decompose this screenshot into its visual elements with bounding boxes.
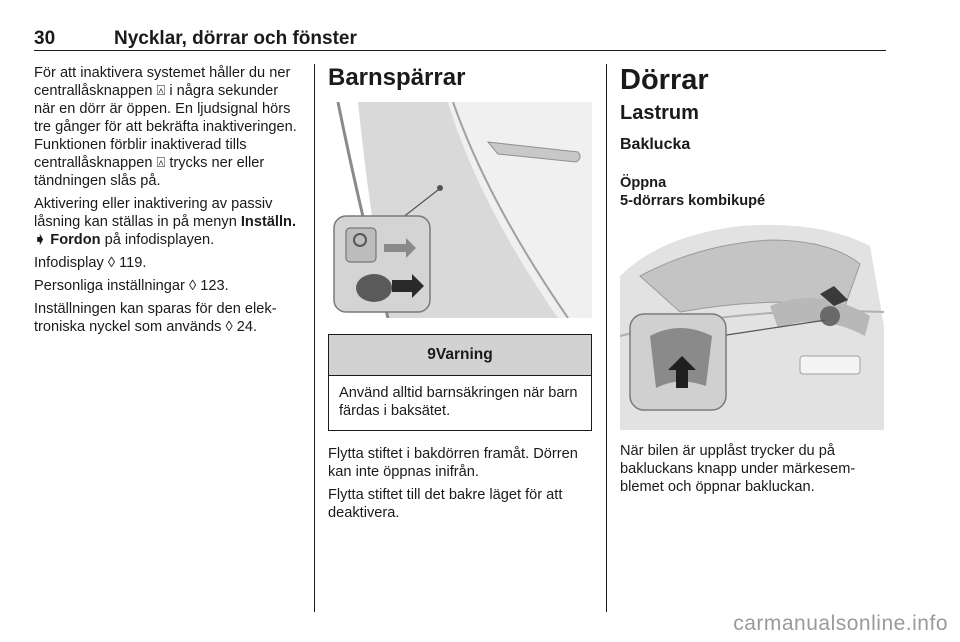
page-ref-icon: ◊	[225, 319, 233, 335]
page-ref: 24.	[236, 319, 258, 335]
page-ref: 119.	[119, 255, 147, 271]
page-number: 30	[34, 28, 56, 49]
column-middle	[328, 64, 592, 527]
heading-doors: Dörrar	[620, 64, 709, 96]
license-plate-shape	[800, 356, 860, 374]
page-ref: 123.	[200, 278, 229, 294]
paragraph-infodisplay-ref: Infodisplay ◊ 119.	[34, 255, 147, 271]
central-lock-icon: ⍓	[156, 83, 166, 99]
paragraph-deactivate: För att inaktivera systemet håller du ner centrallåsknappen ⍓ i några sekunder när en dörr är öppen. En ljudsignal hörs tre gånger för att bekräfta inaktiveringen. Funktionen förblir inaktiverad tills centrallåsknappen ⍓ trycks ner eller tändningen slås på.	[34, 65, 297, 189]
page-ref-icon: ◊	[107, 255, 116, 271]
section-heading-child-locks: Barnspärrar	[328, 64, 466, 91]
lock-lever-shape	[356, 274, 392, 302]
page-header	[34, 28, 886, 51]
central-lock-icon: ⍓	[156, 155, 166, 171]
warning-title: 9Varning	[329, 335, 591, 376]
column-left	[34, 64, 302, 341]
page-ref-icon: ◊	[188, 278, 197, 294]
menu-arrow-icon: ➧	[34, 232, 51, 248]
chapter-title: Nycklar, dörrar och fönster	[114, 28, 357, 49]
menu-path-vehicle: Fordon	[50, 232, 101, 248]
brand-emblem-shape	[820, 306, 840, 326]
warning-text: Använd alltid barnsäkringen när barn färdas i baksätet.	[339, 385, 578, 419]
watermark: carmanualsonline.info	[733, 612, 948, 635]
paragraph-open-tailgate: När bilen är upplåst trycker du på bakluckans knapp under märkesemblemet och öppnar bakluckan.	[620, 443, 856, 495]
column-right	[620, 64, 886, 501]
heading-open: Öppna	[620, 175, 667, 191]
heading-hatchback: 5-dörrars kombikupé	[620, 193, 766, 209]
tailgate-illustration	[620, 216, 884, 430]
paragraph-passive-locking: Aktivering eller inaktivering av passiv låsning kan ställas in på menyn Inställn. ➧ Fordon på infodisplayen.	[34, 196, 297, 248]
paragraph-move-pin: Flytta stiftet i bakdörren framåt. Dörren kan inte öppnas inifrån.	[328, 446, 578, 480]
column-divider	[314, 64, 315, 612]
column-divider	[606, 64, 607, 612]
warning-box	[328, 334, 592, 431]
child-lock-illustration	[328, 102, 592, 318]
paragraph-deactivate-pin: Flytta stiftet till det bakre läget för att deaktivera.	[328, 487, 563, 521]
paragraph-save-setting: Inställningen kan sparas för den elektroniska nyckel som används ◊ 24.	[34, 301, 277, 335]
menu-path-settings: Inställn.	[240, 214, 297, 230]
heading-cargo: Lastrum	[620, 102, 699, 124]
paragraph-personal-settings-ref: Personliga inställningar ◊ 123.	[34, 278, 229, 294]
heading-tailgate: Baklucka	[620, 136, 691, 153]
